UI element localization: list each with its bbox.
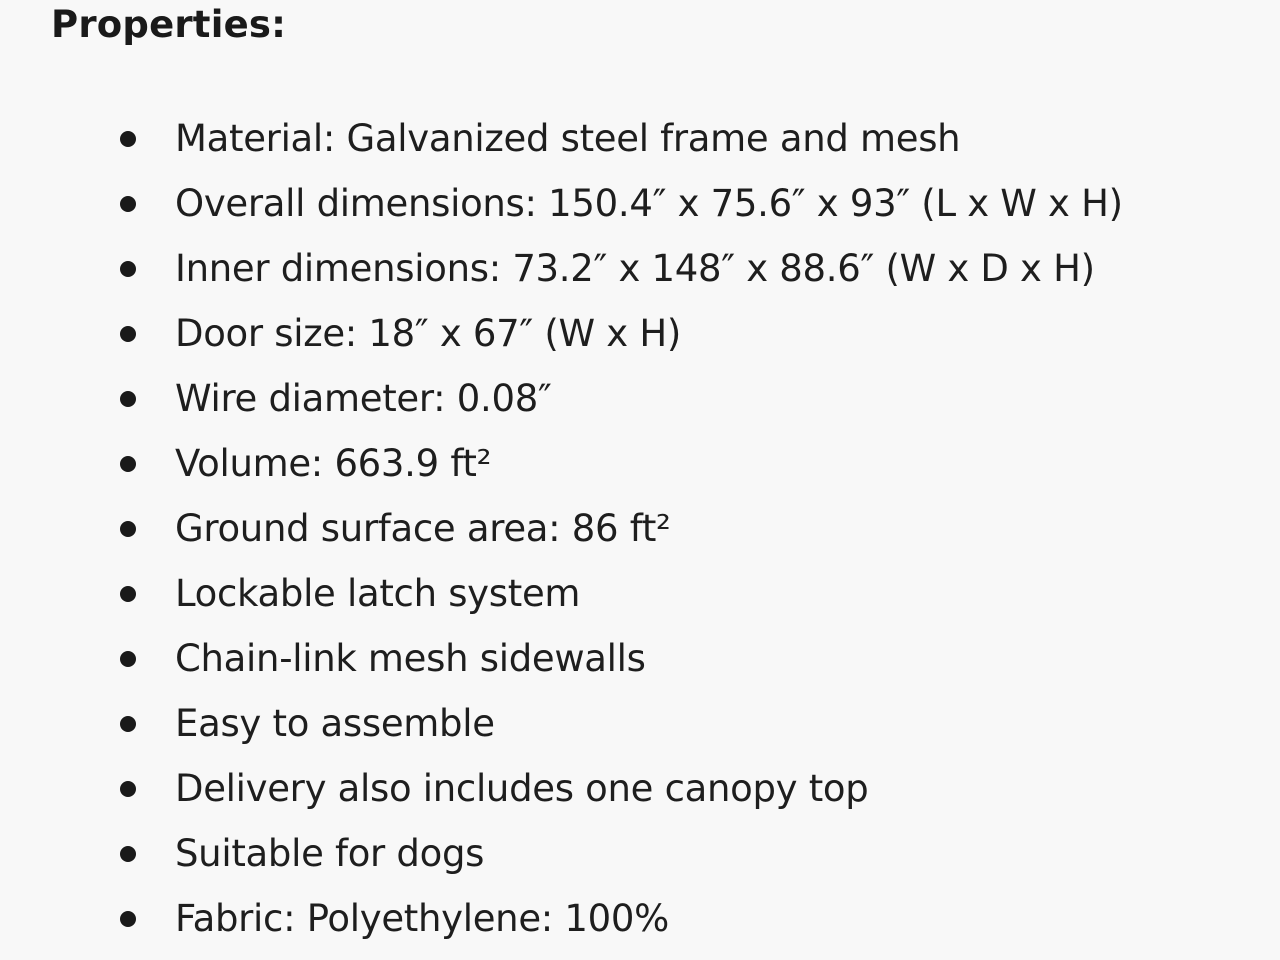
properties-heading: Properties:	[51, 3, 287, 46]
bullet-icon	[120, 196, 136, 212]
bullet-icon	[120, 326, 136, 342]
list-item-text: Chain-link mesh sidewalls	[175, 637, 646, 680]
list-item-text: Door size: 18″ x 67″ (W x H)	[175, 312, 681, 355]
bullet-icon	[120, 391, 136, 407]
list-item-text: Lockable latch system	[175, 572, 581, 615]
bullet-icon	[120, 586, 136, 602]
list-item-material	[0, 106, 1123, 171]
list-item-text: Volume: 663.9 ft²	[175, 442, 492, 485]
list-item-assembly	[0, 691, 1123, 756]
list-item-text: Fabric: Polyethylene: 100%	[175, 897, 669, 940]
list-item-inner-dimensions	[0, 236, 1123, 301]
bullet-icon	[120, 261, 136, 277]
bullet-icon	[120, 521, 136, 537]
bullet-icon	[120, 911, 136, 927]
list-item-suitability	[0, 821, 1123, 886]
list-item-door-size	[0, 301, 1123, 366]
list-item-latch-system	[0, 561, 1123, 626]
list-item-ground-surface-area	[0, 496, 1123, 561]
list-item-text: Wire diameter: 0.08″	[175, 377, 552, 420]
list-item-text: Ground surface area: 86 ft²	[175, 507, 671, 550]
list-item-wire-diameter	[0, 366, 1123, 431]
list-item-text: Material: Galvanized steel frame and mesh	[175, 117, 961, 160]
bullet-icon	[120, 846, 136, 862]
list-item-text: Easy to assemble	[175, 702, 495, 745]
list-item-fabric	[0, 886, 1123, 951]
bullet-icon	[120, 456, 136, 472]
list-item-text: Inner dimensions: 73.2″ x 148″ x 88.6″ (W x D x H)	[175, 247, 1095, 290]
bullet-icon	[120, 716, 136, 732]
properties-list	[0, 106, 1123, 951]
list-item-text: Delivery also includes one canopy top	[175, 767, 869, 810]
bullet-icon	[120, 781, 136, 797]
list-item-text: Suitable for dogs	[175, 832, 485, 875]
list-item-text: Overall dimensions: 150.4″ x 75.6″ x 93″ (L x W x H)	[175, 182, 1123, 225]
list-item-sidewalls	[0, 626, 1123, 691]
list-item-delivery	[0, 756, 1123, 821]
list-item-volume	[0, 431, 1123, 496]
bullet-icon	[120, 131, 136, 147]
list-item-overall-dimensions	[0, 171, 1123, 236]
bullet-icon	[120, 651, 136, 667]
